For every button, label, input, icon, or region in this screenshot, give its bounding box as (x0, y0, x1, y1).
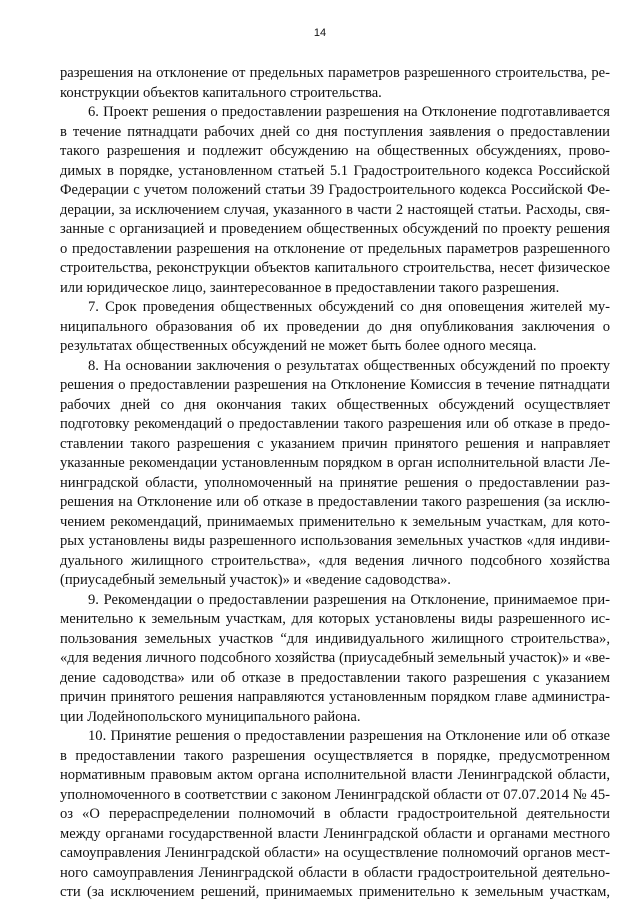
text-line: занные с организацией и проведением общественных обсуждений по проекту решения (60, 221, 610, 237)
text-line: нинградской области, уполномоченный на принятие решения о предоставлении раз- (60, 474, 610, 491)
text-line: о предоставлении разрешения на отклонение от предельных параметров разрешенного (60, 240, 610, 257)
text-line: 8. На основании заключения о результатах общественных обсуждений по проекту (88, 357, 610, 374)
text-line: такого разрешения и подлежит обсуждению на общественных обсуждениях, прово- (60, 143, 610, 159)
text-line: ции Лодейнопольского муниципального района. (60, 708, 361, 725)
text-line: дуального жилищного строительства», «для ведения личного подсобного хозяйства (60, 552, 610, 569)
text-line: оз «О перераспределении полномочий в области градостроительной деятельности (60, 806, 610, 822)
paragraph-p-10 (60, 727, 610, 903)
text-line: причин принятого решения направляются установленным порядком главе администра- (60, 689, 610, 705)
text-line: чением рекомендаций, принимаемых применительно к земельным участкам, для кото- (60, 513, 610, 530)
text-line: или юридическое лицо, заинтересованное в предоставлении такого разрешения. (60, 279, 560, 296)
text-line: (приусадебный земельный участок)» и «ведение садоводства». (60, 572, 451, 588)
paragraph-p-7 (60, 298, 610, 357)
paragraph-p-9 (60, 591, 610, 728)
document-body (60, 64, 610, 903)
text-line: дение садоводства» или об отказе в предоставлении такого разрешения с указанием (60, 669, 610, 686)
page-number: 14 (313, 27, 327, 39)
text-line: димых в порядке, установленном статьей 5.1 Градостроительного кодекса Российской (60, 162, 610, 179)
text-line: подготовку рекомендаций о предоставлении такого разрешения или об отказе в предо- (60, 416, 610, 432)
text-line: результатах общественных обсуждений не может быть более одного месяца. (60, 338, 537, 354)
text-line: ного самоуправления Ленинградской области в области градостроительной деятельно- (60, 864, 610, 881)
paragraph-p-6 (60, 103, 610, 298)
text-line: нормативным правовым актом органа исполнительной власти Ленинградской области, (60, 767, 610, 783)
text-line: менительно к земельным участкам, для которых установлены виды разрешенного ис- (60, 611, 610, 627)
text-line: указанные рекомендации установленным порядком в орган исполнительной власти Ле- (60, 455, 610, 471)
text-line: сти (за исключением решений, принимаемых применительно к земельным участкам, (60, 884, 610, 900)
text-line: между органами государственной власти Ленинградской области и органами местного (60, 825, 610, 842)
text-line: «для ведения личного подсобного хозяйства (приусадебный земельный участок)» и «ве- (60, 650, 610, 666)
text-line: конструкции объектов капитального строительства. (60, 84, 382, 101)
text-line: пользования земельных участков “для индивидуального жилищного строительства», (60, 630, 610, 647)
text-line: в предоставлении такого разрешения осуществляется в порядке, предусмотренном (60, 747, 610, 764)
text-line: 6. Проект решения о предоставлении разрешения на Отклонение подготавливается (88, 104, 610, 120)
text-line: Федерации с учетом положений статьи 39 Градостроительного кодекса Российской Фе- (60, 182, 610, 198)
text-line: решения о предоставлении разрешения на Отклонение Комиссия в течение пятнадцати (60, 377, 610, 393)
text-line: 10. Принятие решения о предоставлении разрешения на Отклонение или об отказе (88, 728, 610, 744)
text-line: решения на Отклонение или об отказе в предоставлении такого разрешения (за исклю- (60, 494, 610, 510)
text-line: ставлении такого разрешения с указанием причин принятого решения и направляет (60, 435, 610, 452)
text-line: строительства, реконструкции объектов капитального строительства, несет физическое (60, 260, 610, 276)
text-line: 9. Рекомендации о предоставлении разрешения на Отклонение, принимаемое при- (88, 591, 610, 608)
text-line: рых установлены виды разрешенного использования земельных участков «для индиви- (60, 533, 610, 549)
text-line: самоуправления Ленинградской области» на осуществление полномочий органов мест- (60, 845, 610, 861)
text-line: 7. Срок проведения общественных обсуждений со дня оповещения жителей му- (88, 299, 610, 315)
paragraph-p-8 (60, 357, 610, 591)
paragraph-p-cont (60, 64, 610, 103)
text-line: уполномоченного в соответствии с законом Ленинградской области от 07.07.2014 № 45- (60, 786, 610, 803)
text-line: ниципального образования об их проведении до дня опубликования заключения о (60, 318, 610, 335)
text-line: в течение пятнадцати рабочих дней со дня поступления заявления о предоставлении (60, 123, 610, 140)
text-line: рабочих дней со дня окончания таких общественных обсуждений осуществляет (60, 396, 610, 413)
text-line: дерации, за исключением случая, указанного в части 2 настоящей статьи. Расходы, свя- (60, 201, 610, 218)
text-line: разрешения на отклонение от предельных параметров разрешенного строительства, ре- (60, 65, 610, 81)
